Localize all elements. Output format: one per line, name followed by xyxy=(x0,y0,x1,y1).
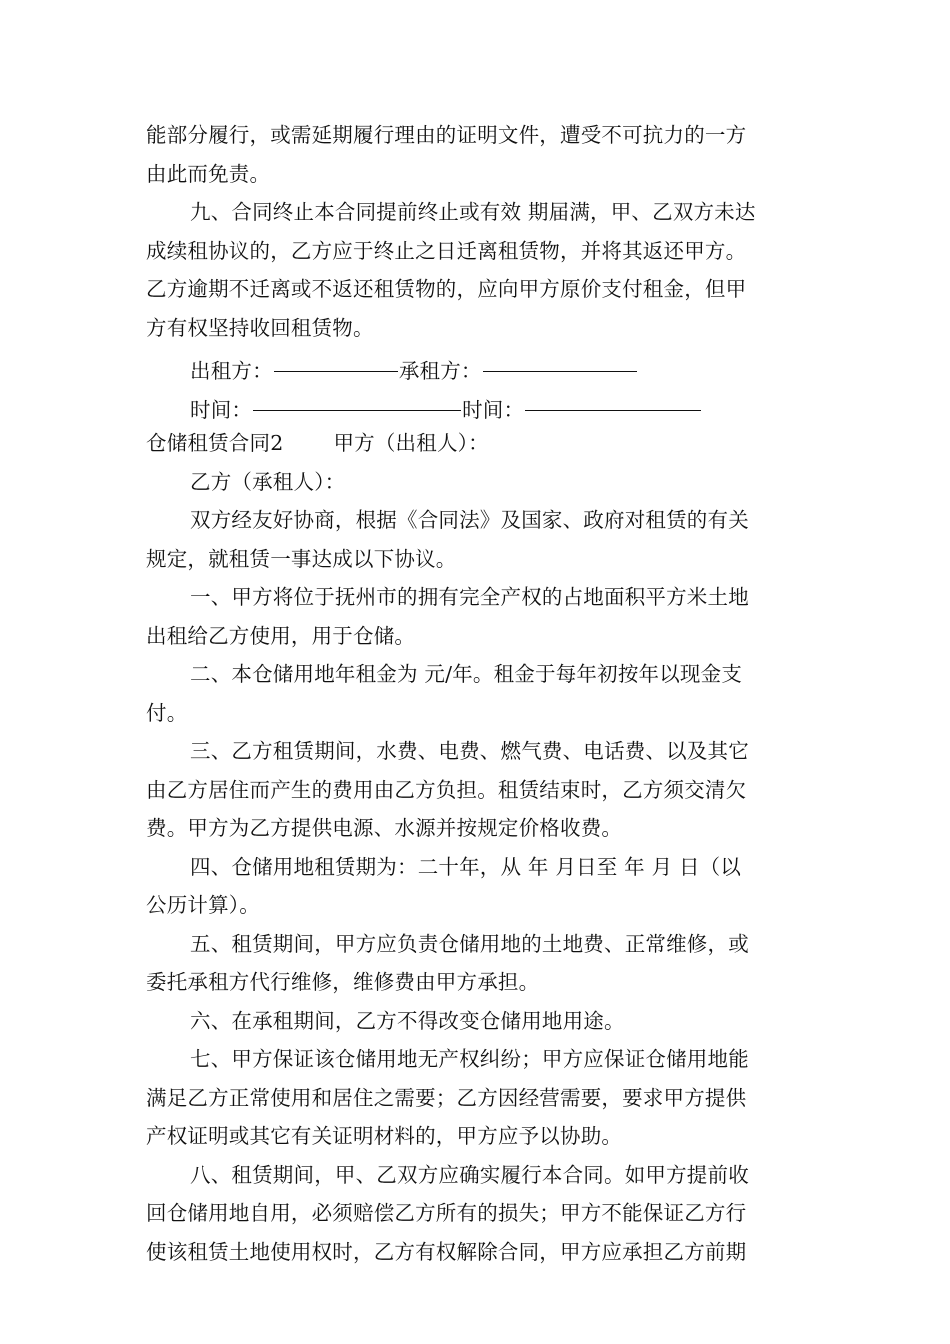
clause-eight: 八、租赁期间，甲、乙双方应确实履行本合同。如甲方提前收 xyxy=(190,1162,749,1187)
time-label-2: 时间： xyxy=(462,397,525,422)
text-line: 方有权坚持收回租赁物。 xyxy=(146,315,374,340)
lessor-blank xyxy=(274,347,398,372)
text-line: 由乙方居住而产生的费用由乙方负担。租赁结束时，乙方须交清欠 xyxy=(146,777,747,802)
clause-seven: 七、甲方保证该仓储用地无产权纠纷；甲方应保证仓储用地能 xyxy=(190,1047,749,1071)
lessor-label: 出租方： xyxy=(190,359,273,383)
text-line: 产权证明或其它有关证明材料的，甲方应予以协助。 xyxy=(146,1124,623,1148)
contract-heading-row xyxy=(146,424,806,463)
clause-three: 三、乙方租赁期间，水费、电费、燃气费、电话费、以及其它 xyxy=(190,739,749,763)
clause-four: 四、仓储用地租赁期为：二十年，从 年 月日至 年 月 日（以 xyxy=(190,854,742,879)
time-label-1: 时间： xyxy=(190,397,253,422)
party-a-label: 甲方（出租人）： xyxy=(333,431,489,455)
text-line: 付。 xyxy=(146,700,188,725)
text-line: 乙方逾期不迁离或不返还租赁物的，应向甲方原价支付租金，但甲 xyxy=(146,277,747,301)
text-line: 公历计算）。 xyxy=(146,893,260,917)
document-body xyxy=(146,116,806,1271)
text-line: 回仓储用地自用，必须赔偿乙方所有的损失；甲方不能保证乙方行 xyxy=(146,1201,747,1225)
signature-parties-row xyxy=(146,347,806,386)
text-line: 出租给乙方使用，用于仓储。 xyxy=(146,623,416,648)
clause-two: 二、本仓储用地年租金为 元/年。租金于每年初按年以现金支 xyxy=(190,662,743,686)
lessee-label: 承租方： xyxy=(398,359,482,383)
time-blank-2 xyxy=(525,386,701,411)
clause-nine: 九、合同终止本合同提前终止或有效 期届满，甲、乙双方未达 xyxy=(190,200,756,224)
text-line: 能部分履行，或需延期履行理由的证明文件，遭受不可抗力的一方 xyxy=(146,123,747,147)
text-line: 使该租赁土地使用权时，乙方有权解除合同，甲方应承担乙方前期 xyxy=(146,1239,747,1264)
text-line: 成续租协议的，乙方应于终止之日迁离租赁物，并将其返还甲方。 xyxy=(146,238,747,263)
text-line: 费。甲方为乙方提供电源、水源并按规定价格收费。 xyxy=(146,816,623,840)
preamble: 双方经友好协商，根据《合同法》及国家、政府对租赁的有关 xyxy=(190,508,749,532)
lessee-blank xyxy=(483,347,637,372)
contract-title: 仓储租赁合同2 xyxy=(146,431,284,455)
text-line: 由此而免责。 xyxy=(146,161,271,186)
clause-five: 五、租赁期间，甲方应负责仓储用地的土地费、正常维修，或 xyxy=(190,931,749,956)
clause-six: 六、在承租期间，乙方不得改变仓储用地用途。 xyxy=(190,1008,625,1033)
time-blank-1 xyxy=(253,386,461,411)
text-line: 满足乙方正常使用和居住之需要；乙方因经营需要，要求甲方提供 xyxy=(146,1085,747,1110)
text-line: 委托承租方代行维修，维修费由甲方承担。 xyxy=(146,970,540,994)
signature-time-row xyxy=(146,386,806,425)
clause-one: 一、甲方将位于抚州市的拥有完全产权的占地面积平方米土地 xyxy=(190,585,749,609)
party-b-label: 乙方（承租人）： xyxy=(190,469,346,494)
text-line: 规定，就租赁一事达成以下协议。 xyxy=(146,546,457,571)
